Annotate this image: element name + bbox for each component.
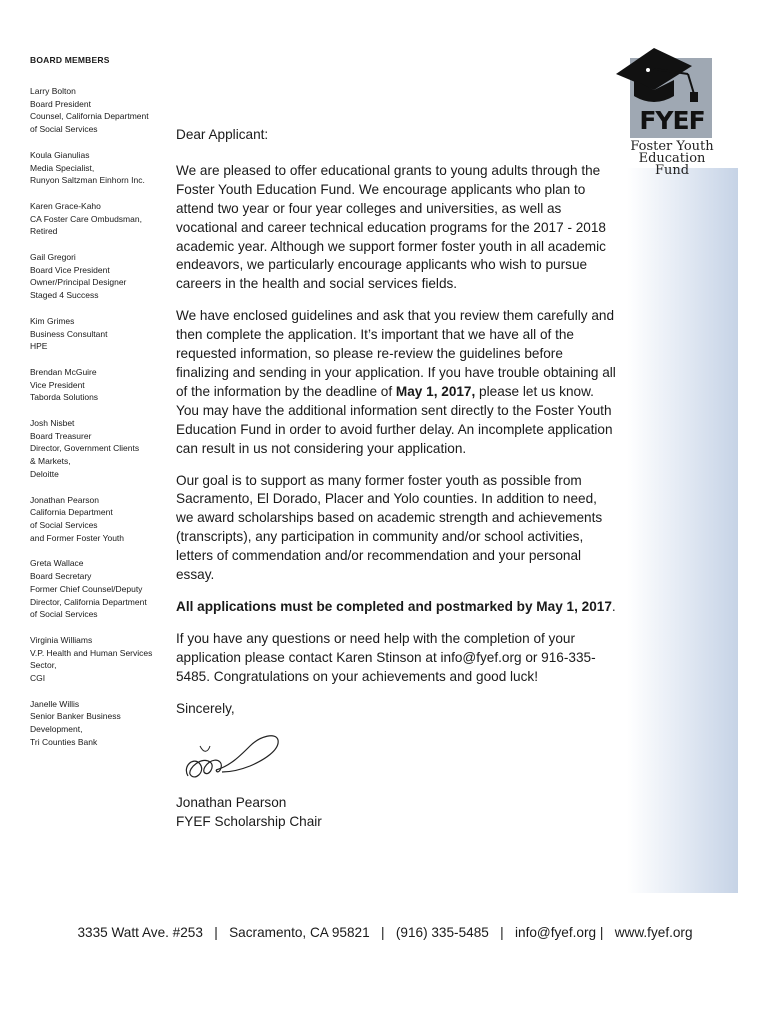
fyef-logo bbox=[614, 44, 714, 178]
board-member-entry bbox=[30, 494, 170, 545]
board-member-name: Karen Grace-Kaho bbox=[30, 200, 101, 211]
board-members-sidebar bbox=[30, 55, 170, 762]
guidelines-text-after: please let us know. You may have the additional information sent directly to the Foster Youth Education Fund in order to avoid further delay. An incomplete application can result in us not considering your application. bbox=[176, 383, 613, 456]
board-member-detail: Sector, bbox=[30, 660, 57, 671]
deadline-notice bbox=[176, 598, 616, 617]
board-member-detail: Board President bbox=[30, 98, 91, 109]
letter-paragraph-guidelines bbox=[176, 307, 616, 458]
graduation-cap-icon bbox=[614, 44, 704, 114]
board-member-entry bbox=[30, 200, 170, 238]
board-member-detail: Director, Government Clients bbox=[30, 443, 140, 454]
board-member-name: Larry Bolton bbox=[30, 86, 76, 96]
board-member-detail: CA Foster Care Ombudsman, bbox=[30, 213, 142, 224]
board-member-name: Kim Grimes bbox=[30, 315, 75, 326]
board-member-detail: Deloitte bbox=[30, 468, 59, 479]
logo-acronym: FYEF bbox=[639, 106, 705, 135]
board-member-detail: Board Treasurer bbox=[30, 430, 92, 441]
board-member-detail: Counsel, California Department bbox=[30, 111, 149, 122]
board-member-detail: of Social Services bbox=[30, 124, 98, 135]
logo-tagline-line1: Foster Youth bbox=[630, 139, 714, 154]
letter-closing: Sincerely, bbox=[176, 700, 235, 716]
board-member-entry bbox=[30, 366, 170, 404]
board-member-name: Janelle Willis bbox=[30, 698, 80, 709]
signer-block bbox=[176, 794, 616, 832]
board-member-entry bbox=[30, 149, 170, 187]
board-member-detail: & Markets, bbox=[30, 456, 71, 467]
board-member-entry bbox=[30, 251, 170, 302]
board-member-entry bbox=[30, 85, 170, 136]
board-member-detail: Runyon Saltzman Einhorn Inc. bbox=[30, 175, 145, 186]
board-member-name: Brendan McGuire bbox=[30, 366, 97, 377]
board-member-detail: Staged 4 Success bbox=[30, 290, 99, 301]
board-member-detail: Board Vice President bbox=[30, 264, 110, 275]
board-members-list bbox=[30, 85, 170, 749]
board-members-heading: BOARD MEMBERS bbox=[30, 55, 110, 65]
board-member-name: Greta Wallace bbox=[30, 558, 84, 569]
board-member-name: Koula Gianulias bbox=[30, 149, 90, 160]
letter-body bbox=[176, 126, 616, 832]
board-member-detail: Board Secretary bbox=[30, 571, 92, 582]
decorative-gradient-strip bbox=[627, 168, 738, 893]
board-member-entry bbox=[30, 315, 170, 353]
board-member-detail: Vice President bbox=[30, 379, 85, 390]
logo-tagline bbox=[620, 141, 724, 177]
signer-title: FYEF Scholarship Chair bbox=[176, 814, 322, 830]
board-member-detail: California Department bbox=[30, 507, 113, 518]
board-member-detail: Media Specialist, bbox=[30, 162, 95, 173]
board-member-entry bbox=[30, 417, 170, 481]
board-member-detail: CGI bbox=[30, 673, 46, 684]
signer-name: Jonathan Pearson bbox=[176, 795, 287, 811]
board-member-detail: HPE bbox=[30, 341, 48, 352]
letter-greeting: Dear Applicant: bbox=[176, 127, 269, 142]
board-member-detail: Owner/Principal Designer bbox=[30, 277, 127, 288]
board-member-detail: Development, bbox=[30, 724, 83, 735]
board-member-detail: Taborda Solutions bbox=[30, 392, 99, 403]
signature-image bbox=[180, 726, 290, 788]
board-member-detail: Former Chief Counsel/Deputy bbox=[30, 583, 143, 594]
letter-paragraph-intro: We are pleased to offer educational grants to young adults through the Foster Youth Education Fund. We encourage applicants who plan to attend two year or four year colleges and universities, as well as vocational and career technical education programs for the 2017 - 2018 academic year. Although we support former foster youth in all academic endeavors, we particularly encourage applicants who wish to pursue careers in the health and social services fields. bbox=[176, 162, 606, 292]
board-member-entry bbox=[30, 634, 170, 685]
board-member-detail: of Social Services bbox=[30, 519, 98, 530]
board-member-detail: Retired bbox=[30, 226, 58, 237]
board-member-detail: Senior Banker Business bbox=[30, 711, 121, 722]
footer-contact-line: 3335 Watt Ave. #253 | Sacramento, CA 95821 | (916) 335-5485 | info@fyef.org | www.fyef.org bbox=[77, 925, 693, 940]
deadline-notice-text: All applications must be completed and postmarked by May 1, 2017 bbox=[176, 598, 612, 614]
board-member-detail: Tri Counties Bank bbox=[30, 736, 98, 747]
board-member-detail: and Former Foster Youth bbox=[30, 532, 125, 543]
board-member-detail: of Social Services bbox=[30, 609, 98, 620]
logo-tagline-line2: Education Fund bbox=[638, 151, 706, 178]
guidelines-text-before: We have enclosed guidelines and ask that you review them carefully and then complete the application. It’s important that we have all of the requested information, so please re-review the guidelines before finalizing and sending in your application. If you have trouble obtaining all of the information by the deadline of bbox=[176, 308, 616, 399]
board-member-detail: Business Consultant bbox=[30, 328, 108, 339]
board-member-detail: Director, California Department bbox=[30, 596, 147, 607]
board-member-entry bbox=[30, 557, 170, 621]
board-member-name: Gail Gregori bbox=[30, 252, 76, 263]
board-member-name: Virginia Williams bbox=[30, 634, 93, 645]
letter-paragraph-goal: Our goal is to support as many former foster youth as possible from Sacramento, El Dorado, Placer and Yolo counties. In addition to need, we award scholarships based on academic strength and achievements (transcripts), any participation in community and/or school activities, letters of commendation and/or recommendation and your personal essay. bbox=[176, 472, 603, 583]
board-member-name: Jonathan Pearson bbox=[30, 494, 99, 505]
board-member-name: Josh Nisbet bbox=[30, 418, 75, 429]
board-member-detail: V.P. Health and Human Services bbox=[30, 647, 153, 658]
board-member-entry bbox=[30, 698, 170, 749]
deadline-notice-period: . bbox=[611, 598, 616, 614]
letter-paragraph-contact: If you have any questions or need help with the completion of your application please contact Karen Stinson at info@fyef.org or 916-335-5485. Congratulations on your achievements and good luck! bbox=[176, 630, 596, 684]
deadline-date: May 1, 2017, bbox=[395, 383, 476, 399]
